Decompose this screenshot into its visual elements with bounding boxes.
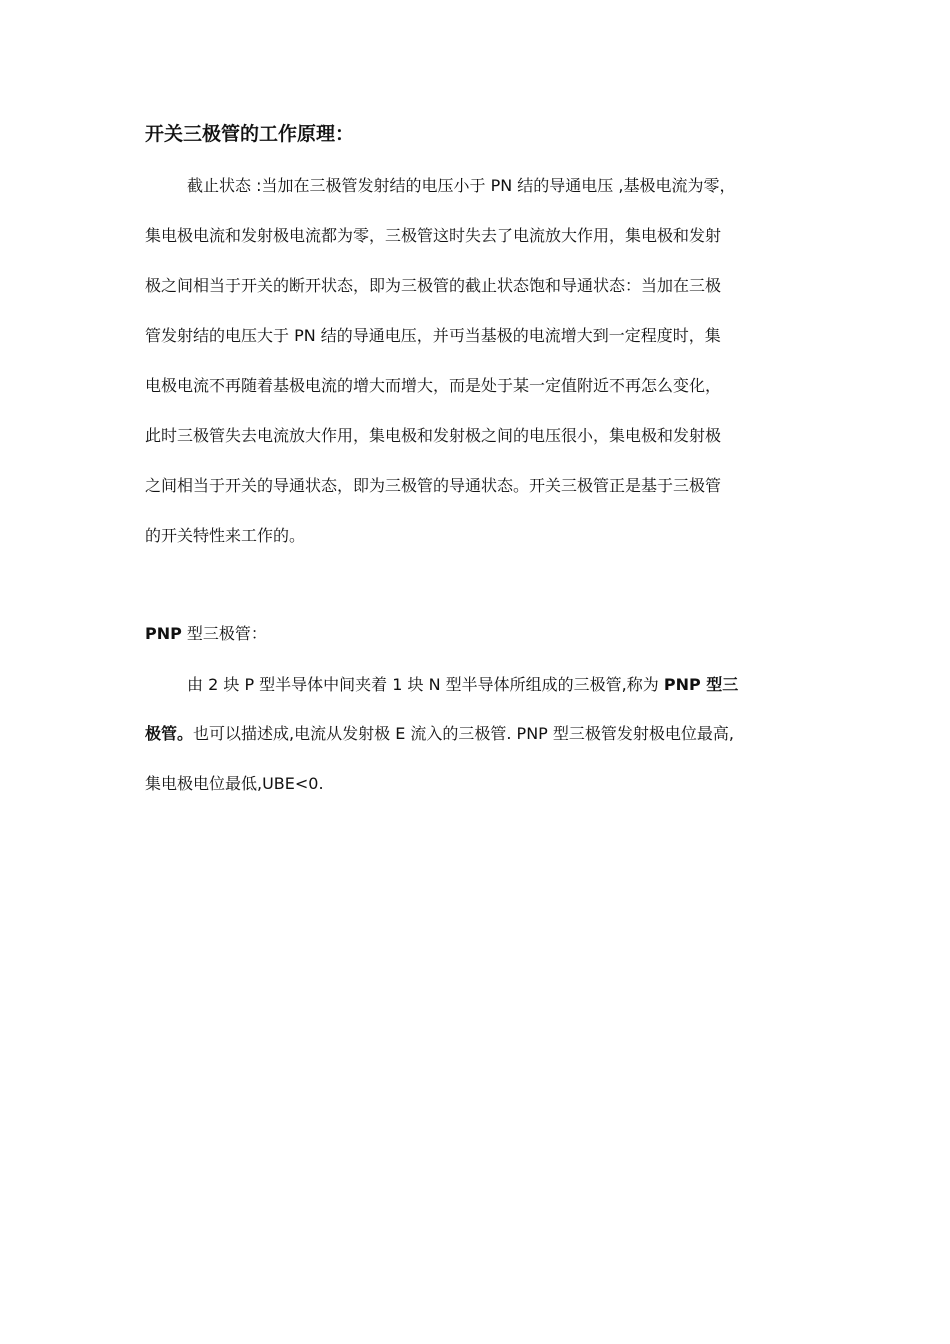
paragraph-line: 的开关特性来工作的。	[145, 526, 306, 545]
line-text: 由 2 块 P 型半导体中间夹着 1 块 N 型半导体所组成的三极管,称为	[187, 675, 664, 694]
paragraph-line: 集电极电流和发射极电流都为零，三极管这时失去了电流放大作用，集电极和发射	[145, 226, 722, 245]
paragraph-line: 截止状态 :当加在三极管发射结的电压小于 PN 结的导通电压 ,基极电流为零，	[187, 176, 736, 195]
paragraph-line: 此时三极管失去电流放大作用，集电极和发射极之间的电压很小，集电极和发射极	[145, 426, 722, 445]
line-bold-text: 极管。	[145, 724, 194, 743]
line-text: 也可以描述成,电流从发射极 E 流入的三极管. PNP 型三极管发射极电位最高,	[193, 724, 734, 743]
paragraph-line: 管发射结的电压大于 PN 结的导通电压，并丏当基极的电流增大到一定程度时，集	[145, 326, 721, 345]
section-title-rest: 型三极管：	[181, 624, 267, 643]
paragraph-line: 集电极电位最低,UBE<0.	[145, 774, 324, 793]
paragraph-line: 电极电流不再随着基极电流的增大而增大，而是处于某一定值附近不再怎么变化，	[145, 376, 722, 395]
paragraph-line: 极之间相当于开关的断开状态，即为三极管的截止状态饱和导通状态：当加在三极	[145, 276, 722, 295]
section-title	[145, 622, 267, 646]
paragraph-line	[145, 722, 734, 746]
paragraph-line: 之间相当于开关的导通状态，即为三极管的导通状态。开关三极管正是基于三极管	[145, 476, 722, 495]
paragraph-line	[187, 673, 738, 697]
document-heading: 开关三极管的工作原理：	[145, 123, 355, 145]
section-title-bold: PNP	[145, 624, 182, 643]
line-bold-text: PNP 型三	[663, 675, 739, 694]
